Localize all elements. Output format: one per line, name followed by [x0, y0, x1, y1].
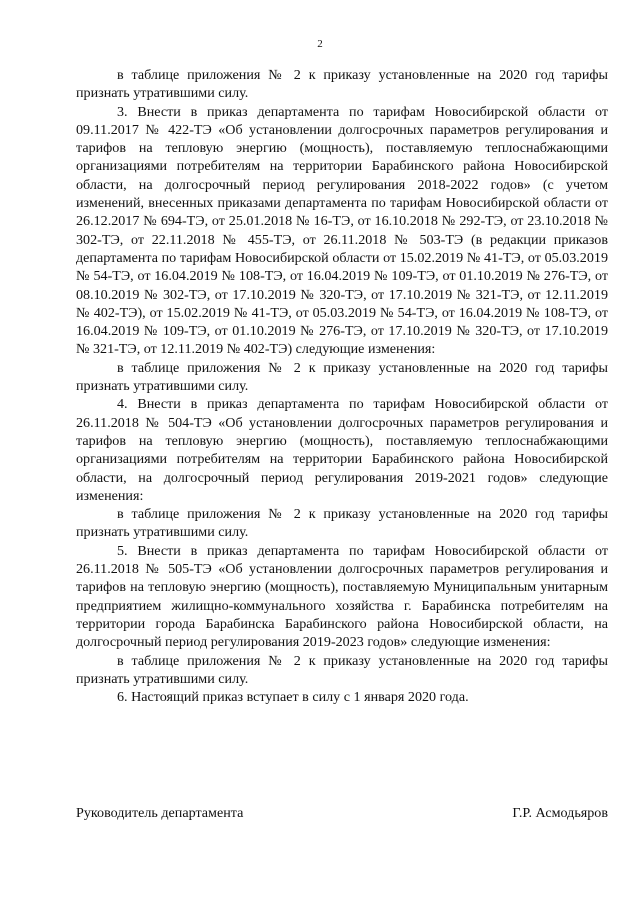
paragraph-tariff-invalid-1: в таблице приложения № 2 к приказу установленные на 2020 год тарифы признать утратившими силу.: [76, 67, 608, 102]
paragraph-tariff-invalid-4: в таблице приложения № 2 к приказу установленные на 2020 год тарифы признать утратившими силу.: [76, 652, 608, 687]
signatory-position: Руководитель департамента: [76, 805, 244, 821]
paragraph-tariff-invalid-3: в таблице приложения № 2 к приказу установленные на 2020 год тарифы признать утратившими силу.: [76, 506, 608, 541]
paragraph-item-6: 6. Настоящий приказ вступает в силу с 1 января 2020 года.: [117, 689, 469, 706]
paragraph-item-4: 4. Внести в приказ департамента по тарифам Новосибирской области от 26.11.2018 № 504-ТЭ «Об установлении долгосрочных параметров регулирования и тарифов на тепловую энергию (мощность), поставляемую теплоснабжающими организациями потребителям на территории Барабинского района Новосибирской области, на долгосрочный период регулирования 2019-2021 годов» следующие изменения:: [76, 396, 608, 504]
signatory-name: Г.Р. Асмодьяров: [512, 805, 608, 821]
paragraph-item-3: 3. Внести в приказ департамента по тарифам Новосибирской области от 09.11.2017 № 422-ТЭ «Об установлении долгосрочных параметров регулирования и тарифов на тепловую энергию (мощность), поставляемую теплоснабжающими организациями потребителям на территории Барабинского района Новосибирской области, на долгосрочный период регулирования 2018-2022 годов» (с учетом изменений, внесенных приказами департамента по тарифам Новосибирской области от 26.12.2017 № 694-ТЭ, от 25.01.2018 № 16-ТЭ, от 16.10.2018 № 292-ТЭ, от 23.10.2018 № 302-ТЭ, от 22.11.2018 № 455-ТЭ, от 26.11.2018 № 503-ТЭ (в редакции приказов департамента по тарифам Новосибирской области от 15.02.2019 № 41-ТЭ, от 05.03.2019 № 54-ТЭ, от 16.04.2019 № 108-ТЭ, от 16.04.2019 № 109-ТЭ, от 01.10.2019 № 276-ТЭ, от 08.10.2019 № 302-ТЭ, от 17.10.2019 № 320-ТЭ, от 17.10.2019 № 321-ТЭ, от 12.11.2019 № 402-ТЭ), от 15.02.2019 № 41-ТЭ, от 05.03.2019 № 54-ТЭ, от 16.04.2019 № 108-ТЭ, от 16.04.2019 № 109-ТЭ, от 01.10.2019 № 276-ТЭ, от 17.10.2019 № 320-ТЭ, от 17.10.2019 № 321-ТЭ, от 12.11.2019 № 402-ТЭ) следующие изменения:: [76, 103, 608, 358]
document-body: [76, 66, 608, 706]
paragraph-item-5: 5. Внести в приказ департамента по тарифам Новосибирской области от 26.11.2018 № 505-ТЭ «Об установлении долгосрочных параметров регулирования и тарифов на тепловую энергию (мощность), поставляемую Муниципальным унитарным предприятием жилищно-коммунального хозяйства г. Барабинска потребителям на территории города Барабинска Барабинского района Новосибирской области, на долгосрочный период регулирования 2019-2023 годов» следующие изменения:: [76, 542, 608, 651]
paragraph-tariff-invalid-2: в таблице приложения № 2 к приказу установленные на 2020 год тарифы признать утратившими силу.: [76, 359, 608, 395]
page-number: 2: [317, 38, 323, 50]
